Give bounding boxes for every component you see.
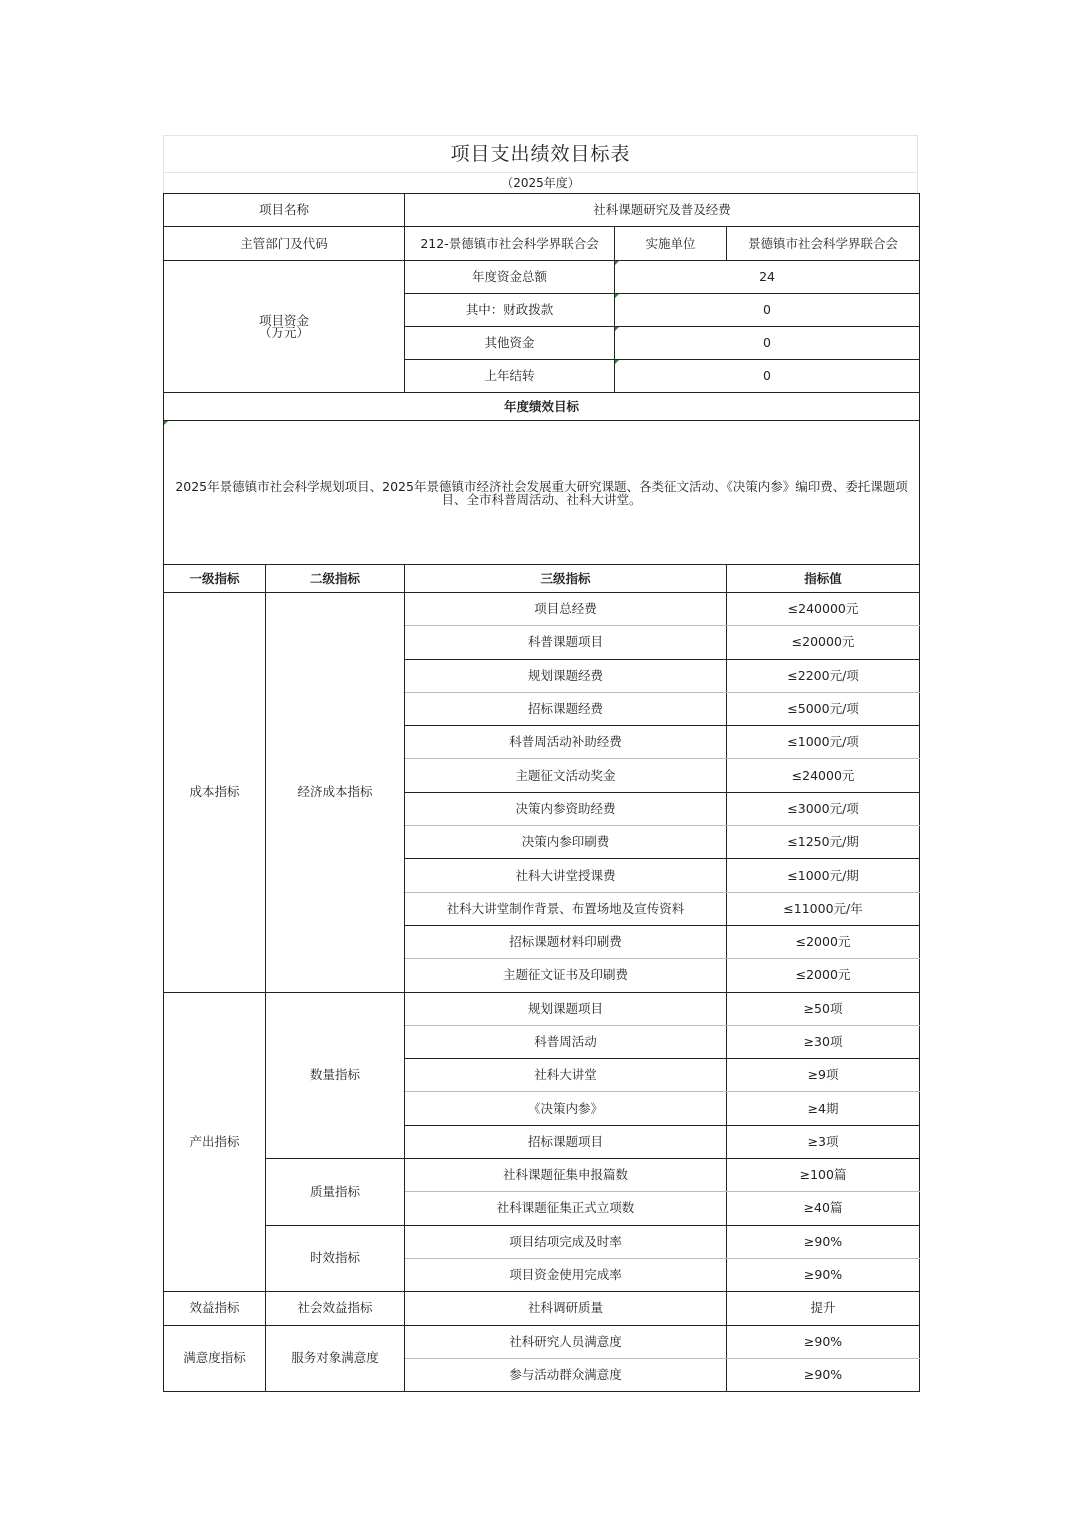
indicator-value: ≤20000元	[727, 626, 920, 659]
level3-indicator: 项目结项完成及时率	[405, 1225, 727, 1258]
indicator-value: ≥40篇	[727, 1192, 920, 1225]
level3-indicator: 社科课题征集正式立项数	[405, 1192, 727, 1225]
indicator-value: ≥90%	[727, 1225, 920, 1258]
fund-value: 0	[615, 360, 920, 393]
level3-indicator: 社科大讲堂授课费	[405, 859, 727, 892]
level1-indicator: 满意度指标	[164, 1325, 266, 1392]
fund-label: 上年结转	[405, 360, 615, 393]
indicator-value: ≤5000元/项	[727, 692, 920, 725]
indicator-value: ≤1000元/项	[727, 726, 920, 759]
level3-indicator: 《决策内参》	[405, 1092, 727, 1125]
indicator-value: ≥90%	[727, 1325, 920, 1358]
level1-indicator: 产出指标	[164, 992, 266, 1292]
indicator-row	[164, 1225, 920, 1258]
level3-indicator: 科普周活动	[405, 1025, 727, 1058]
fund-label: 年度资金总额	[405, 261, 615, 294]
level3-indicator: 社科课题征集申报篇数	[405, 1159, 727, 1192]
level3-indicator: 科普课题项目	[405, 626, 727, 659]
level3-indicator: 招标课题材料印刷费	[405, 925, 727, 958]
indicator-value: ≤2000元	[727, 959, 920, 992]
performance-table	[163, 193, 920, 1392]
level2-indicator: 服务对象满意度	[266, 1325, 405, 1392]
indicator-value: 提升	[727, 1292, 920, 1325]
indicator-value: ≤1000元/期	[727, 859, 920, 892]
indicator-value: ≤3000元/项	[727, 792, 920, 825]
indicator-value: ≤2000元	[727, 925, 920, 958]
level3-indicator: 主题征文活动奖金	[405, 759, 727, 792]
level1-indicator: 成本指标	[164, 593, 266, 993]
goal-header: 年度绩效目标	[164, 393, 920, 421]
indicator-value: ≥90%	[727, 1358, 920, 1391]
fund-value: 0	[615, 294, 920, 327]
level3-indicator: 项目资金使用完成率	[405, 1258, 727, 1291]
indicator-row	[164, 1325, 920, 1358]
indicator-value: ≤11000元/年	[727, 892, 920, 925]
level3-indicator: 主题征文证书及印刷费	[405, 959, 727, 992]
indicator-row	[164, 1159, 920, 1192]
goal-text: 2025年景德镇市社会科学规划项目、2025年景德镇市经济社会发展重大研究课题、各类征文活动、《决策内参》编印费、委托课题项目、全市科普周活动、社科大讲堂。	[164, 421, 920, 565]
fund-value: 0	[615, 327, 920, 360]
level3-indicator: 社科大讲堂制作背景、布置场地及宣传资料	[405, 892, 727, 925]
level3-indicator: 招标课题经费	[405, 692, 727, 725]
fund-value: 24	[615, 261, 920, 294]
fund-label: 其中：财政拨款	[405, 294, 615, 327]
level3-indicator: 科普周活动补助经费	[405, 726, 727, 759]
level3-indicator: 规划课题经费	[405, 659, 727, 692]
level3-indicator: 社科研究人员满意度	[405, 1325, 727, 1358]
dept-label: 主管部门及代码	[164, 227, 405, 261]
level3-indicator: 招标课题项目	[405, 1125, 727, 1158]
indicator-value: ≥3项	[727, 1125, 920, 1158]
level3-indicator: 社科调研质量	[405, 1292, 727, 1325]
project-name-value: 社科课题研究及普及经费	[405, 194, 920, 227]
level3-indicator: 决策内参印刷费	[405, 826, 727, 859]
indicator-value: ≤240000元	[727, 593, 920, 626]
indicator-value: ≥30项	[727, 1025, 920, 1058]
performance-target-sheet	[163, 135, 918, 1392]
dept-value: 212-景德镇市社会科学界联合会	[405, 227, 615, 261]
funds-label	[164, 261, 405, 393]
header-level1: 一级指标	[164, 565, 266, 593]
header-value: 指标值	[727, 565, 920, 593]
level2-indicator: 社会效益指标	[266, 1292, 405, 1325]
level3-indicator: 参与活动群众满意度	[405, 1358, 727, 1391]
sheet-title: 项目支出绩效目标表	[163, 135, 918, 173]
funds-label-text: 项目资金（万元）	[258, 312, 309, 340]
indicator-value: ≥9项	[727, 1059, 920, 1092]
indicator-row	[164, 593, 920, 626]
indicator-value: ≥50项	[727, 992, 920, 1025]
indicator-value: ≤24000元	[727, 759, 920, 792]
fund-label: 其他资金	[405, 327, 615, 360]
indicator-value: ≥100篇	[727, 1159, 920, 1192]
level2-indicator: 数量指标	[266, 992, 405, 1158]
level2-indicator: 经济成本指标	[266, 593, 405, 993]
level3-indicator: 决策内参资助经费	[405, 792, 727, 825]
indicator-value: ≤2200元/项	[727, 659, 920, 692]
impl-label: 实施单位	[615, 227, 727, 261]
impl-value: 景德镇市社会科学界联合会	[727, 227, 920, 261]
sheet-subtitle: （2025年度）	[163, 173, 918, 193]
indicator-row	[164, 1292, 920, 1325]
level2-indicator: 时效指标	[266, 1225, 405, 1292]
header-level2: 二级指标	[266, 565, 405, 593]
level3-indicator: 规划课题项目	[405, 992, 727, 1025]
indicator-row	[164, 992, 920, 1025]
level2-indicator: 质量指标	[266, 1159, 405, 1226]
indicator-value: ≤1250元/期	[727, 826, 920, 859]
indicator-value: ≥90%	[727, 1258, 920, 1291]
header-level3: 三级指标	[405, 565, 727, 593]
level1-indicator: 效益指标	[164, 1292, 266, 1325]
level3-indicator: 社科大讲堂	[405, 1059, 727, 1092]
project-name-label: 项目名称	[164, 194, 405, 227]
level3-indicator: 项目总经费	[405, 593, 727, 626]
indicator-value: ≥4期	[727, 1092, 920, 1125]
